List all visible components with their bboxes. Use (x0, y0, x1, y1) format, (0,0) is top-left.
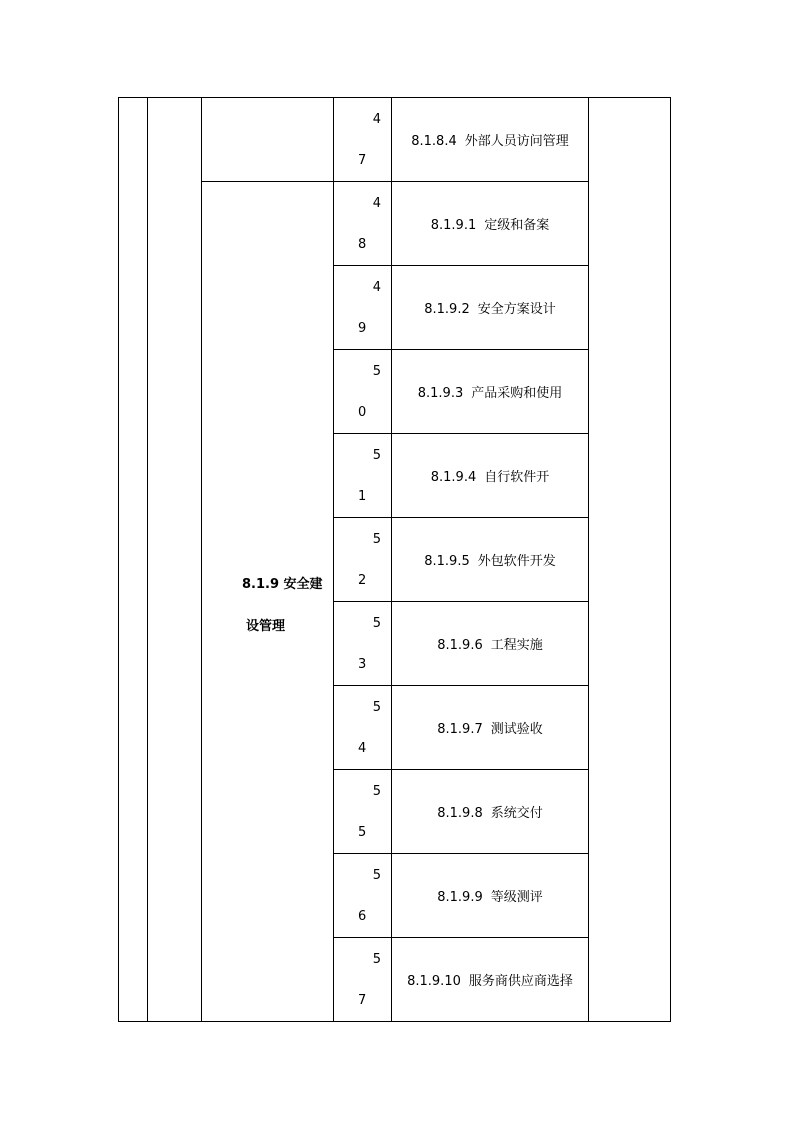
blank-column-6 (589, 98, 671, 1022)
row-number-cell (334, 602, 392, 686)
item-name: 等级测评 (490, 890, 543, 905)
item-code: 8.1.9.9 (437, 890, 483, 905)
row-number-digit: 6 (358, 909, 367, 924)
blank-column-2 (148, 98, 202, 1022)
row-number-digit: 5 (372, 448, 381, 463)
section-cell-safety-construction (202, 182, 334, 1022)
item-code: 8.1.9.7 (437, 722, 483, 737)
item-cell (392, 518, 589, 602)
item-name: 外部人员访问管理 (464, 134, 569, 149)
item-code: 8.1.9.6 (437, 638, 483, 653)
item-code: 8.1.9.2 (424, 302, 470, 317)
section-title-line2: 设管理 (246, 619, 286, 634)
row-number-cell (334, 518, 392, 602)
item-cell (392, 770, 589, 854)
row-number-digit: 9 (358, 321, 367, 336)
row-number-digit: 4 (372, 196, 381, 211)
row-number-cell (334, 266, 392, 350)
item-name: 自行软件开 (484, 470, 550, 485)
table-row (119, 98, 671, 182)
item-code: 8.1.9.3 (417, 386, 464, 401)
item-cell (392, 98, 589, 182)
row-number-digit: 7 (358, 153, 367, 168)
row-number-digit: 4 (358, 741, 367, 756)
item-code: 8.1.9.10 (407, 974, 461, 989)
document-table-wrapper (118, 97, 670, 1019)
row-number-cell (334, 686, 392, 770)
row-number-digit: 5 (358, 825, 367, 840)
blank-column-1 (119, 98, 148, 1022)
row-number-cell (334, 182, 392, 266)
item-cell (392, 182, 589, 266)
item-code: 8.1.9.1 (430, 218, 477, 233)
row-number-cell (334, 434, 392, 518)
row-number-cell (334, 938, 392, 1022)
row-number-digit: 0 (358, 405, 367, 420)
row-number-digit: 5 (372, 364, 381, 379)
item-cell (392, 434, 589, 518)
row-number-digit: 4 (372, 112, 381, 127)
item-cell (392, 854, 589, 938)
item-cell (392, 602, 589, 686)
item-code: 8.1.9.4 (430, 470, 477, 485)
item-cell (392, 350, 589, 434)
row-number-digit: 5 (372, 952, 381, 967)
row-number-cell (334, 350, 392, 434)
row-number-digit: 1 (358, 489, 367, 504)
item-name: 安全方案设计 (477, 302, 556, 317)
security-management-table (118, 97, 671, 1022)
section-cell-previous (202, 98, 334, 182)
table-row (119, 182, 671, 266)
item-name: 定级和备案 (484, 218, 550, 233)
row-number-cell (334, 98, 392, 182)
row-number-digit: 5 (372, 784, 381, 799)
row-number-digit: 5 (372, 868, 381, 883)
row-number-digit: 5 (372, 700, 381, 715)
item-cell (392, 266, 589, 350)
row-number-digit: 4 (372, 280, 381, 295)
row-number-digit: 2 (358, 573, 367, 588)
item-name: 系统交付 (490, 806, 543, 821)
row-number-digit: 5 (372, 616, 381, 631)
item-name: 工程实施 (490, 638, 543, 653)
item-cell (392, 938, 589, 1022)
item-name: 产品采购和使用 (471, 386, 563, 401)
item-code: 8.1.8.4 (411, 134, 457, 149)
row-number-cell (334, 770, 392, 854)
row-number-digit: 7 (358, 993, 367, 1008)
item-code: 8.1.9.5 (424, 554, 470, 569)
item-name: 服务商供应商选择 (468, 974, 573, 989)
row-number-digit: 5 (372, 532, 381, 547)
row-number-digit: 3 (358, 657, 367, 672)
item-name: 外包软件开发 (477, 554, 556, 569)
row-number-cell (334, 854, 392, 938)
item-code: 8.1.9.8 (437, 806, 483, 821)
row-number-digit: 8 (358, 237, 367, 252)
item-cell (392, 686, 589, 770)
section-title-line1: 8.1.9 安全建 (242, 577, 323, 592)
item-name: 测试验收 (490, 722, 543, 737)
